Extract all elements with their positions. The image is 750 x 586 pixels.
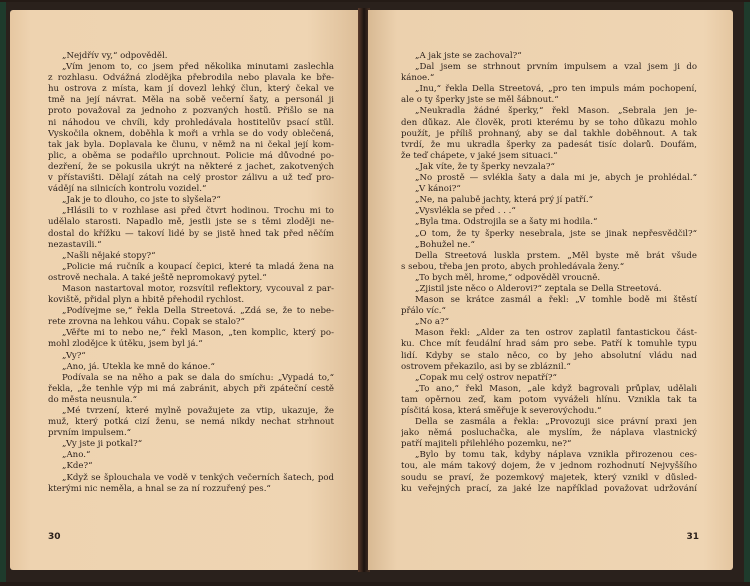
text-line: mohl zlodějce k útěku, jsem byl já.“: [48, 339, 203, 350]
text-line: „Kde?“: [62, 461, 93, 472]
text-line: tam opěrnou zeď, kam potom vyváželi hlínu. Vznikla tak ta: [401, 394, 697, 405]
text-line: že teď chápete, v jaké jsem situaci.“: [401, 150, 558, 161]
text-line: tak jak byla. Doplavala ke člunu, v němž na ni čekal její kom-: [48, 139, 334, 150]
text-line: soudu se praví, že pozemkový majetek, který vznikl v důsled-: [401, 472, 697, 483]
text-line: „A jak jste se zachoval?“: [415, 51, 522, 61]
text-line: „Ne, na palubě jachty, která prý jí patří.“: [415, 195, 594, 206]
text-line: „Jak víte, že ty šperky nevzala?“: [415, 161, 555, 172]
text-line: „Byla tma. Odstrojila se a šaty mi hodila.“: [415, 217, 598, 228]
text-line: dezření, že se pokusila ukrýt na některé z jachet, zakotvených: [48, 161, 334, 172]
text-line: koviště, přidal plyn a hbitě přehodil rychlost.: [48, 295, 245, 306]
text-line: v přístavišti. Dělají zátah na celý prostor zálivu a už teď pro-: [48, 173, 334, 184]
text-line: „Bylo by tomu tak, kdyby náplava vznikla přirozenou ces-: [415, 450, 697, 461]
text-line: nezastavili.“: [48, 239, 102, 250]
text-line: Della se zasmála a řekla: „Provozuji sice právní praxi jen: [415, 417, 697, 428]
book-cover-edge-left: [0, 2, 6, 582]
text-line: ku. Chce mít feudální hrad sám pro sebe. Patří k tomuhle typu: [401, 339, 697, 350]
text-line: s sebou, třeba jen proto, abych prohledávala ženy.“: [401, 261, 625, 272]
text-line: proto považoval za jednoho z pozvaných hostů. Přišlo se na: [48, 106, 334, 117]
text-line: „Vy jste ji potkal?“: [62, 439, 143, 450]
text-line: „Vy?“: [62, 350, 86, 361]
text-line: Podívala se na něho a pak se dala do smíchu: „Vypadá to,“: [62, 372, 334, 383]
text-line: ostrovem překazilo, asi by se zbláznil.“: [401, 361, 571, 372]
text-line: „No prostě — svlékla šaty a dala mi je, abych je prohlédal.“: [415, 173, 697, 184]
text-line: udělalo starosti. Napadlo mě, jestli jste se s těmi zloději ne-: [48, 217, 334, 228]
text-line: „To ano,“ řekl Mason, „ale když bagrovali průplav, udělali: [415, 383, 697, 394]
text-line: „Ano.“: [62, 450, 91, 461]
text-line: Mason nastartoval motor, rozsvítil reflektory, vycouval z par-: [62, 283, 334, 294]
text-line: „Podívejme se,“ řekla Della Streetová. „Zdá se, že to nebe-: [62, 306, 334, 317]
text-line: ale o ty šperky jste se měl šábnout.“: [401, 95, 559, 106]
text-line: tou, ale mám takový dojem, že v jednom rozhodnutí Nejvyššího: [401, 461, 697, 472]
text-line: Della Streetová luskla prstem. „Měl byste mě brát všude: [415, 250, 697, 261]
text-line: Mason se krátce zasmál a řekl: „V tomhle bodě mi štěstí: [415, 295, 697, 306]
text-line: „Nejdřív vy,“ odpověděl.: [62, 51, 168, 61]
text-line: den důkaz. Ale člověk, proti kterému by se toho důkazu mohlo: [401, 117, 697, 128]
text-line: „To bych měl, hrome,“ odpověděl vroucně.: [415, 272, 601, 283]
text-line: „Vím jenom to, co jsem před několika minutami zaslechla: [62, 62, 334, 73]
text-line: prvním impulsem.“: [48, 428, 132, 439]
text-line: písčitá kosa, která směřuje k severovýchodu.“: [401, 406, 602, 416]
text-line: „Inu,“ řekla Della Streetová, „pro ten impuls mám pochopení,: [415, 84, 697, 95]
text-line: z rozhlasu. Odvážná zlodějka přebrodila nebo plavala ke bře-: [48, 73, 334, 84]
right-page-number: 31: [686, 532, 699, 542]
text-line: „Neukradla žádné šperky,“ řekl Mason. „Sebrala jen je-: [415, 106, 697, 117]
text-line: ni náhodou ve chvíli, kdy prohledávala hostitelův psací stůl.: [48, 117, 334, 128]
text-line: vádějí na silnicích kontrolu vozidel.“: [48, 184, 207, 195]
text-line: plic, a oběma se podařilo uprchnout. Policie má důvodné po-: [48, 150, 334, 161]
left-page: [10, 10, 360, 570]
text-line: „Zjistil jste něco o Alderovi?“ zeptala se Della Streetová.: [415, 283, 662, 294]
text-line: „Copak mu celý ostrov nepatří?“: [415, 372, 557, 383]
left-page-number: 30: [48, 532, 61, 542]
text-line: tvrdí, že mu ukradla šperky za padesát tisíc dolarů. Doufám,: [401, 139, 697, 150]
text-line: „Dal jsem se strhnout prvním impulsem a vzal jsem ji do: [415, 62, 697, 73]
text-line: rete zrovna na lehkou váhu. Copak se stalo?“: [48, 317, 245, 328]
text-line: „Když se šplouchala ve vodě v tenkých večerních šatech, pod: [62, 472, 334, 483]
text-line: řekla, „že tenhle výp mi má zabránit, abych při zpáteční cestě: [48, 383, 334, 394]
text-line: „Policie má ručník a koupací čepici, které ta mladá žena na: [62, 261, 334, 272]
text-line: jako němá posluchačka, ale myslím, že náplava vlastnický: [401, 428, 697, 439]
text-line: „Hlásili to v rozhlase asi před čtvrt hodinou. Trochu mi to: [62, 206, 334, 217]
text-line: „Jak je to dlouho, co jste to slyšela?“: [62, 195, 221, 206]
text-line: ku veřejných prací, za jaké lze například považovat udržování: [401, 483, 697, 494]
text-line: přálo víc.“: [401, 306, 446, 317]
text-line: použít, je příliš prohnaný, aby se dal takhle doběhnout. A tak: [401, 128, 697, 139]
text-line: „Věřte mi to nebo ne,“ řekl Mason, „ten komplic, který po-: [62, 328, 334, 339]
text-line: tmě na její návrat. Měla na sobě večerní šaty, a personál ji: [48, 95, 334, 106]
text-line: „Ano, já. Utekla ke mně do kánoe.“: [62, 361, 215, 372]
text-line: „V kánoi?“: [415, 184, 461, 195]
text-line: muž, který potká cizí ženu, se nemá nikdy nechat strhnout: [48, 417, 334, 428]
text-line: patří majiteli přilehlého pozemku, ne?“: [401, 439, 572, 450]
text-line: kterými nic neměla, a hnal se za ní rozzuřený pes.“: [48, 483, 271, 494]
text-line: kánoe.“: [401, 73, 435, 84]
text-line: ostrově nechala. A také ještě nepromokavý pytel.“: [48, 272, 267, 283]
right-page: [368, 10, 733, 570]
text-line: dostal do křížku — takoví lidé by se jistě hned tak před něčím: [48, 228, 334, 239]
text-line: „O tom, že ty šperky nesebrala, jste se jinak nepřesvědčil?“: [415, 228, 697, 239]
text-line: „Vysvlékla se před . . .“: [415, 206, 516, 217]
book-cover-edge-right: [744, 2, 750, 582]
text-line: „Mé tvrzení, které mylně považujete za vtip, ukazuje, že: [62, 406, 334, 416]
text-line: „Bohužel ne.“: [415, 239, 475, 250]
text-line: „Našli nějaké stopy?“: [62, 250, 156, 261]
left-page-text: [48, 51, 334, 495]
text-line: „No a?“: [415, 317, 450, 328]
text-line: lidí. Kdyby se stalo něco, co by jeho absolutní vládu nad: [401, 350, 697, 361]
text-line: hu ostrova z místa, kam jí dovezl lehký člun, který čekal ve: [48, 84, 334, 95]
text-line: do města neusnula.“: [48, 394, 137, 405]
text-line: Vyskočila oknem, doběhla k moři a vrhla se do vody oblečená,: [48, 128, 334, 139]
text-line: Mason řekl: „Alder za ten ostrov zaplatil fantastickou část-: [415, 328, 697, 339]
right-page-text: [401, 51, 697, 495]
